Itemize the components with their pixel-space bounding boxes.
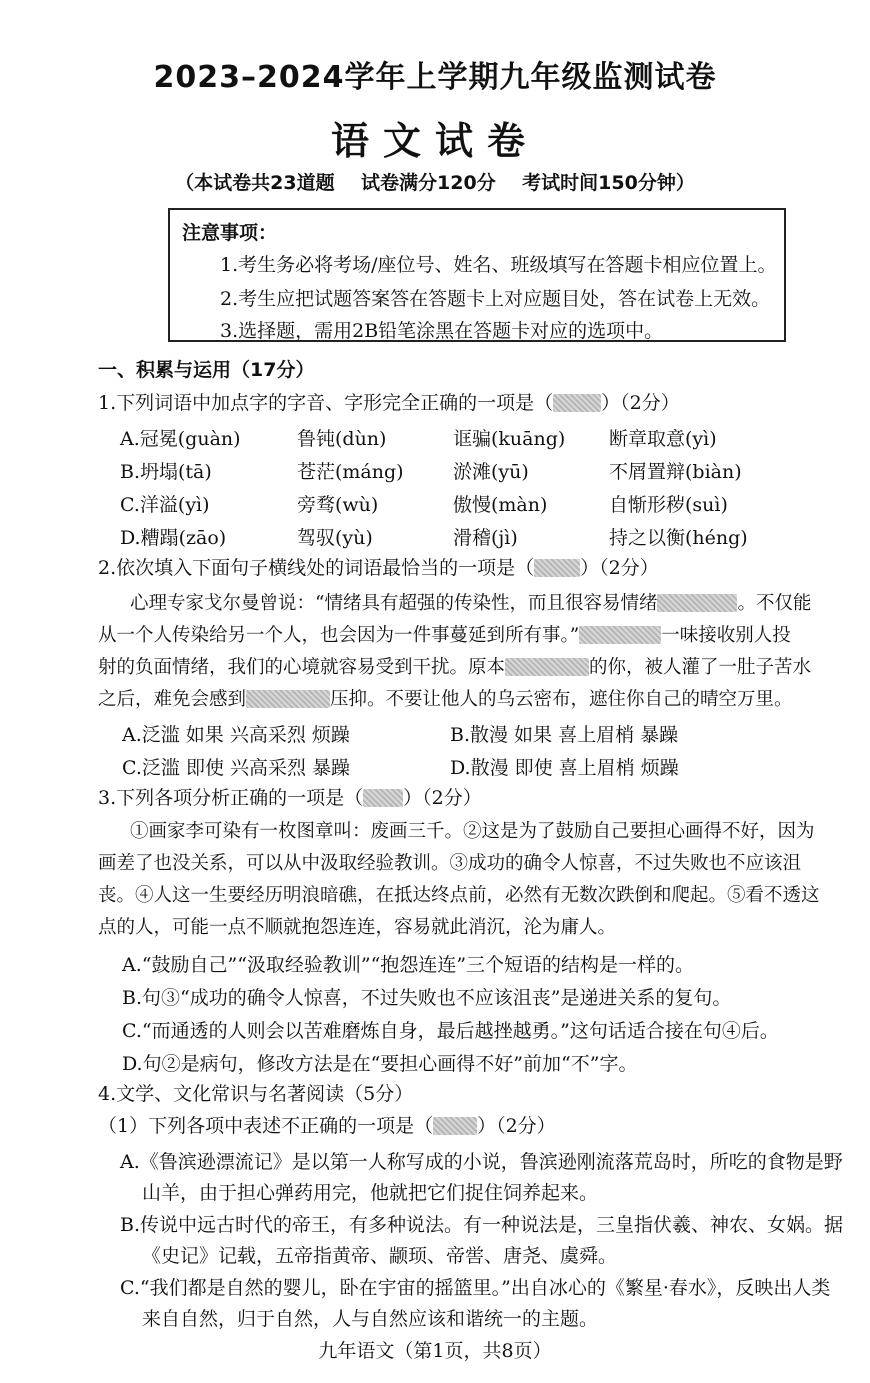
passage-text: 心理专家戈尔曼曾说：“情绪具有超强的传染性，而且很容易情绪 [130,593,658,614]
question-2-stem [98,556,659,580]
passage-text: 压抑。不要让他人的乌云密布，遮住你自己的晴空万里。 [330,689,793,710]
passage-text: 之后，难免会感到 [98,689,247,710]
fill-blank [246,690,330,708]
fill-blank [579,626,661,644]
stem-text: ）（2分） [601,392,680,414]
answer-blank [553,394,601,412]
answer-blank [433,1117,477,1135]
notice-item: 3.选择题，需用2B铅笔涂黑在答题卡对应的选项中。 [220,320,664,342]
answer-blank [534,559,580,577]
q4-option-line: C.“我们都是自然的婴儿，卧在宇宙的摇篮里。”出自冰心的《繁星·春水》，反映出人类 [120,1277,831,1299]
passage-line [98,688,793,712]
q1-option: 滑稽(jì) [453,527,518,549]
stem-text: ）（2分） [580,557,659,579]
q4-option-line: 山羊，由于担心弹药用完，他就把它们捉住饲养起来。 [142,1182,599,1204]
passage-text: 一味接收别人投 [661,625,791,646]
q2-option: B.散漫 如果 喜上眉梢 暴躁 [450,724,679,746]
notice-box [168,208,786,342]
q2-option: D.散漫 即使 喜上眉梢 烦躁 [450,757,679,779]
fill-blank [657,594,737,612]
exam-info: （本试卷共23道题 试卷满分120分 考试时间150分钟） [175,172,695,194]
passage-line: 画差了也没关系，可以从中汲取经验教训。③成功的确令人惊喜，不过失败也不应该沮 [98,853,802,874]
notice-item: 2.考生应把试题答案答在答题卡上对应题目处，答在试卷上无效。 [220,288,771,310]
answer-blank [363,789,403,807]
passage-text: 的你，被人灌了一肚子苦水 [589,657,812,678]
q4-option-line: 《史记》记载，五帝指黄帝、颛顼、帝喾、唐尧、虞舜。 [142,1245,618,1267]
q1-option: 淤滩(yū) [453,461,529,483]
q1-option: 诓骗(kuāng) [453,428,566,450]
q1-option: 鲁钝(dùn) [297,428,387,450]
stem-text: 2.依次填入下面句子横线处的词语最恰当的一项是（ [98,557,535,579]
q1-option: B.坍塌(tā) [120,461,212,483]
q1-option: 断章取意(yì) [609,428,717,450]
q1-option: 不屑置辩(biàn) [609,461,742,483]
passage-text: 。不仅能 [737,593,812,614]
q3-option: B.句③“成功的确令人惊喜，不过失败也不应该沮丧”是递进关系的复句。 [122,987,732,1009]
stem-text: 1.下列词语中加点字的字音、字形完全正确的一项是（ [98,392,554,414]
q4-option-line: A.《鲁滨逊漂流记》是以第一人称写成的小说，鲁滨逊刚流落荒岛时，所吃的食物是野 [120,1151,843,1173]
q1-option: D.糟蹋(zāo) [120,527,227,549]
question-4-title: 4.文学、文化常识与名著阅读（5分） [98,1083,414,1105]
q1-option: A.冠冕(guàn) [120,428,241,450]
section-heading: 一、积累与运用（17分） [98,359,315,381]
q4-option-line: 来自自然，归于自然，人与自然应该和谐统一的主题。 [142,1308,599,1330]
q1-option: 持之以衡(héng) [609,527,748,549]
notice-title: 注意事项： [182,222,278,244]
q1-option: 苍茫(máng) [297,461,404,483]
q3-option: D.句②是病句，修改方法是在“要担心画得不好”前加“不”字。 [122,1053,638,1075]
q1-option: 傲慢(màn) [453,494,548,516]
page-footer: 九年语文（第1页，共8页） [318,1340,552,1362]
exam-title: 2023–2024学年上学期九年级监测试卷 [153,60,717,95]
question-3-stem [98,786,482,810]
q3-option: C.“而通透的人则会以苦难磨炼自身，最后越挫越勇。”这句话适合接在句④后。 [122,1020,779,1042]
q1-option: C.洋溢(yì) [120,494,210,516]
stem-text: ）（2分） [477,1115,556,1137]
passage-line [98,624,791,648]
subject-title: 语文试卷 [330,119,539,163]
q3-option: A.“鼓励自己”“汲取经验教训”“抱怨连连”三个短语的结构是一样的。 [122,954,695,976]
stem-text: ）（2分） [403,787,482,809]
q2-option: A.泛滥 如果 兴高采烈 烦躁 [122,724,350,746]
fill-blank [505,658,589,676]
passage-line [130,592,811,616]
stem-text: 3.下列各项分析正确的一项是（ [98,787,364,809]
q1-option: 旁骛(wù) [297,494,379,516]
q4-option-line: B.传说中远古时代的帝王，有多种说法。有一种说法是，三皇指伏羲、神农、女娲。据 [120,1214,844,1236]
passage-line: 丧。④人这一生要经历明浪暗礁，在抵达终点前，必然有无数次跌倒和爬起。⑤看不透这 [98,885,820,906]
passage-text: 射的负面情绪，我们的心境就容易受到干扰。原本 [98,657,506,678]
passage-line [98,656,811,680]
notice-item: 1.考生务必将考场/座位号、姓名、班级填写在答题卡相应位置上。 [220,254,777,276]
question-4-sub [98,1114,556,1138]
passage-line: ①画家李可染有一枚图章叫：废画三千。②这是为了鼓励自己要担心画得不好，因为 [130,821,815,842]
passage-text: 从一个人传染给另一个人，也会因为一件事蔓延到所有事。” [98,625,580,646]
q1-option: 自惭形秽(suì) [609,494,728,516]
stem-text: （1）下列各项中表述不正确的一项是（ [98,1115,434,1137]
q1-option: 驾驭(yù) [297,527,373,549]
question-1-stem [98,391,680,415]
q2-option: C.泛滥 即使 兴高采烈 暴躁 [122,757,351,779]
passage-line: 点的人，可能一点不顺就抱怨连连，容易就此消沉，沦为庸人。 [98,917,617,938]
